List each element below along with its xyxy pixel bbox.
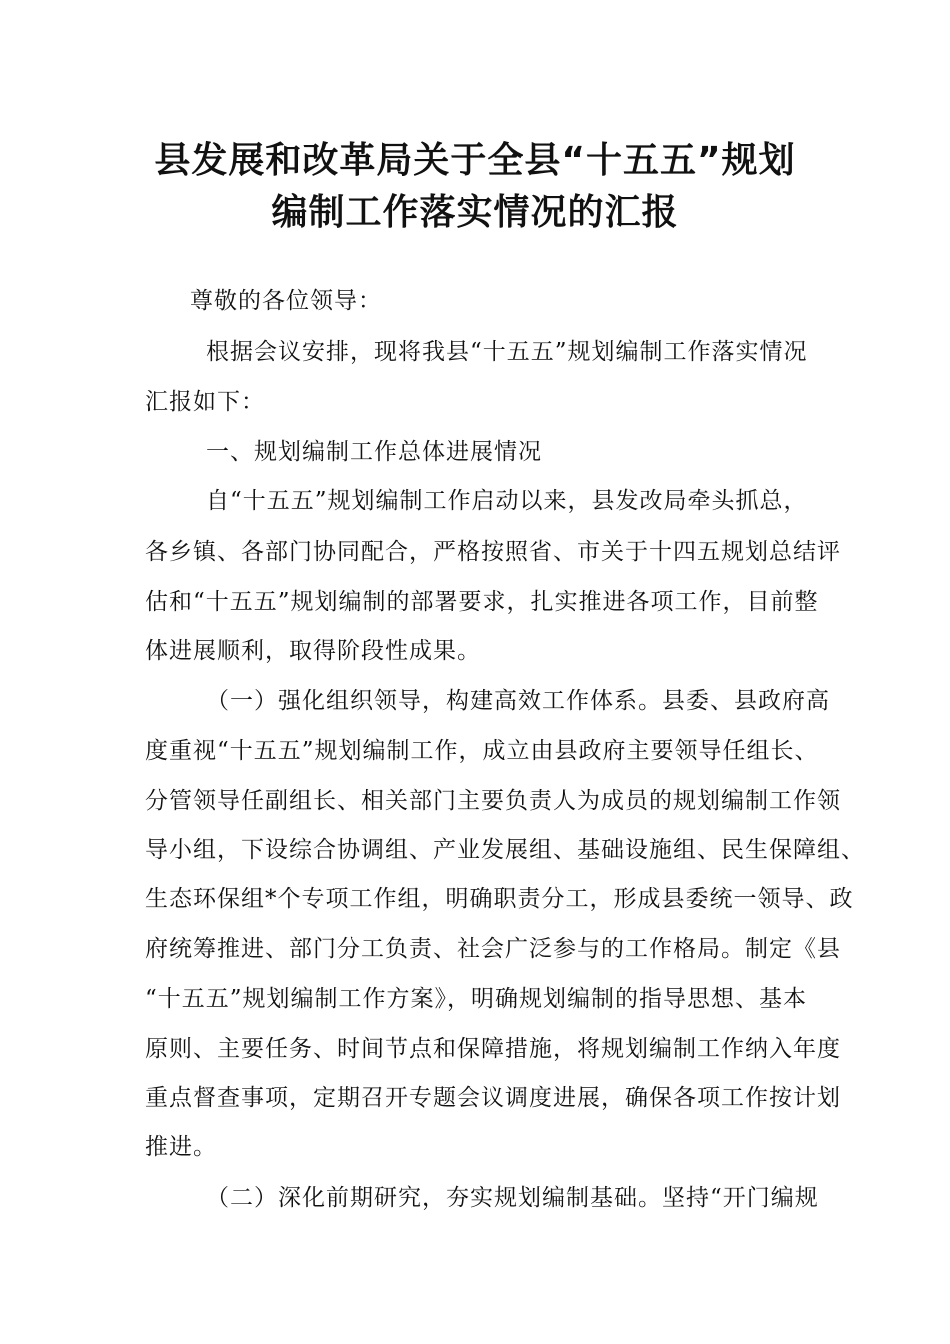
section-heading-1: 一、规划编制工作总体进展情况 (206, 439, 542, 465)
section1-line-4: 体进展顺利，取得阶段性成果。 (145, 638, 481, 664)
sub1-line-9: 重点督查事项，定期召开专题会议调度进展，确保各项工作按计划 (145, 1085, 841, 1111)
sub1-line-1: （一）强化组织领导，构建高效工作体系。县委、县政府高 (206, 688, 830, 714)
sub1-line-10: 推进。 (145, 1134, 217, 1160)
sub1-line-5: 生态环保组*个专项工作组，明确职责分工，形成县委统一领导、政 (145, 886, 854, 912)
section1-line-1: 自“十五五”规划编制工作启动以来，县发改局牵头抓总， (206, 488, 808, 514)
section1-line-2: 各乡镇、各部门协同配合，严格按照省、市关于十四五规划总结评 (145, 539, 841, 565)
sub2-line-1: （二）深化前期研究，夯实规划编制基础。坚持“开门编规 (206, 1185, 819, 1211)
sub1-line-7: “十五五”规划编制工作方案》，明确规划编制的指导思想、基本 (145, 986, 808, 1012)
document-title-line-2: 编制工作落实情况的汇报 (271, 192, 679, 233)
sub1-line-6: 府统筹推进、部门分工负责、社会广泛参与的工作格局。制定《县 (145, 936, 841, 962)
sub1-line-2: 度重视“十五五”规划编制工作，成立由县政府主要领导任组长、 (145, 738, 819, 764)
document-title-line-1: 县发展和改革局关于全县“十五五”规划 (154, 140, 796, 181)
sub1-line-3: 分管领导任副组长、相关部门主要负责人为成员的规划编制工作领 (145, 788, 841, 814)
section1-line-3: 估和“十五五”规划编制的部署要求，扎实推进各项工作，目前整 (145, 589, 819, 615)
sub1-line-4: 导小组，下设综合协调组、产业发展组、基础设施组、民生保障组、 (145, 837, 865, 863)
salutation: 尊敬的各位领导： (190, 288, 382, 314)
intro-line-1: 根据会议安排，现将我县“十五五”规划编制工作落实情况 (206, 339, 808, 365)
sub1-line-8: 原则、主要任务、时间节点和保障措施，将规划编制工作纳入年度 (145, 1036, 841, 1062)
intro-line-2: 汇报如下： (145, 389, 265, 415)
